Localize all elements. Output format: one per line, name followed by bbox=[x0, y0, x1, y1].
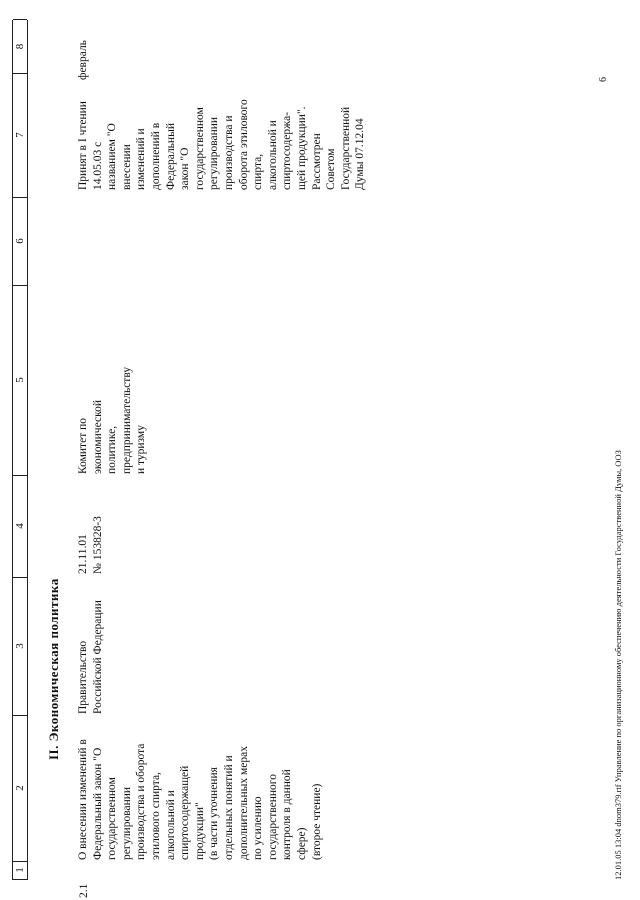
responsible-committee: Комитет по экономической политике, предпринимательству и туризму bbox=[77, 366, 148, 474]
planned-month: февраль bbox=[77, 40, 89, 80]
header-col-7: 7 bbox=[13, 73, 27, 198]
footer-text: 12.01.05 13:04 dnom379.rtf Управление по организационному обеспечению деятельности Государственной Думы, ООЗ bbox=[613, 450, 623, 880]
header-col-8: 8 bbox=[13, 19, 27, 74]
header-col-5: 5 bbox=[13, 285, 27, 476]
page-number: 6 bbox=[598, 77, 609, 82]
row-number: 2.1 bbox=[78, 883, 90, 898]
header-col-4: 4 bbox=[13, 475, 27, 578]
header-col-3: 3 bbox=[13, 577, 27, 716]
bill-status: Принят в I чтении 14.05.03 с названием "О внесении изменений и дополнений в Федеральный закон "О государственном регулировании производства и оборота этилового спирта, алкогольной и спиртосодержа- щей продукции". Рассмотрен Советом Государственной Думы 07.12.04 bbox=[77, 99, 367, 190]
initiator: Правительство Российской Федерации bbox=[77, 600, 104, 714]
registration-date-number: 21.11.01 № 153828-3 bbox=[77, 516, 104, 574]
header-col-1: 1 bbox=[13, 861, 27, 880]
section-title: II. Экономическая политика bbox=[46, 578, 61, 760]
bill-title: О внесении изменений в Федеральный закон "О государственном регулировании производства и оборота этилового спирта, алкогольной и спиртосодержащей продукции" (в части уточнения отдельных понятий и дополнительных мерах по усилению государственного контроля в данной сфере) (второе чтение) bbox=[77, 739, 323, 860]
header-col-6: 6 bbox=[13, 197, 27, 286]
header-col-2: 2 bbox=[13, 715, 27, 862]
table-header-row bbox=[12, 20, 28, 880]
